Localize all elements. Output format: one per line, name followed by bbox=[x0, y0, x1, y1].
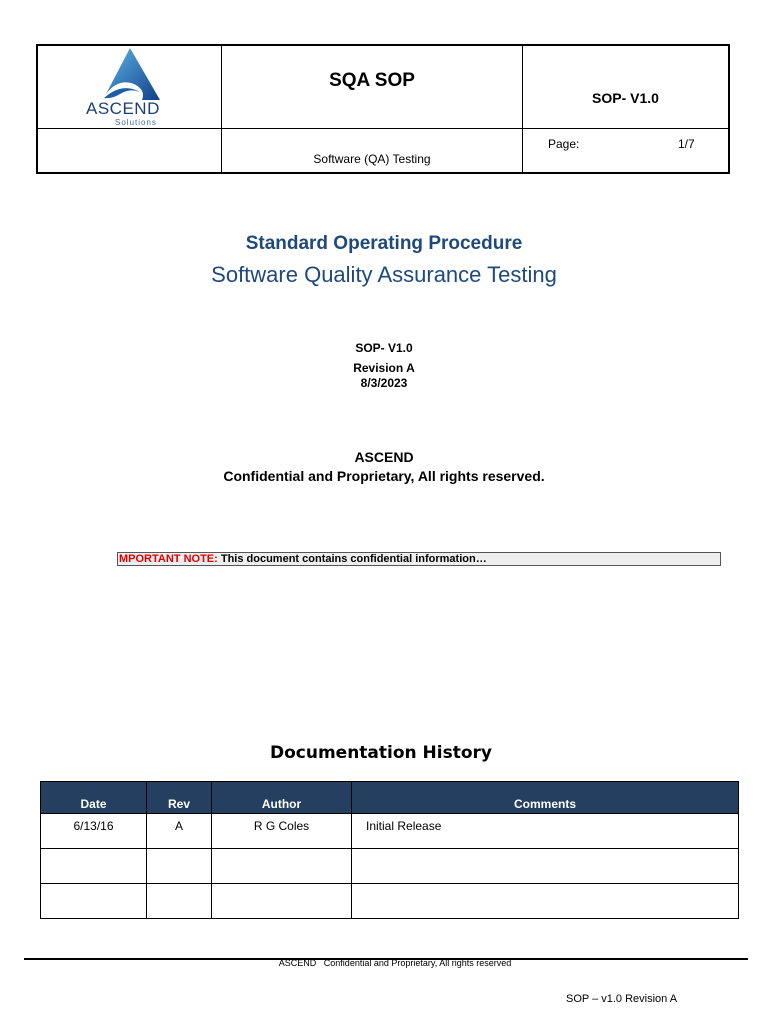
important-note-text: This document contains confidential information… bbox=[217, 553, 487, 565]
cell-rev bbox=[147, 884, 212, 919]
history-title: Documentation History bbox=[269, 743, 492, 763]
cell-rev bbox=[147, 849, 212, 884]
footer-rights: Confidential and Proprietary, All rights reserved bbox=[323, 958, 512, 968]
column-header-author: Author bbox=[212, 782, 352, 814]
cell-author bbox=[212, 849, 352, 884]
important-note-label: MPORTANT NOTE: bbox=[119, 553, 218, 565]
cell-rev: A bbox=[147, 814, 212, 849]
table-row bbox=[41, 849, 739, 884]
important-note bbox=[117, 552, 721, 566]
header-sop-version: SOP- V1.0 bbox=[592, 90, 659, 106]
cell-comments bbox=[352, 884, 739, 919]
history-header-row bbox=[41, 782, 739, 814]
cell-author: R G Coles bbox=[212, 814, 352, 849]
cell-author bbox=[212, 884, 352, 919]
header-divider bbox=[522, 46, 523, 172]
cell-comments bbox=[352, 849, 739, 884]
column-header-date: Date bbox=[41, 782, 147, 814]
table-row bbox=[41, 884, 739, 919]
history-table bbox=[40, 781, 739, 919]
column-header-rev: Rev bbox=[147, 782, 212, 814]
footer-confidential bbox=[0, 958, 768, 968]
cover-company: ASCEND bbox=[354, 449, 414, 465]
cover-date: 8/3/2023 bbox=[360, 376, 408, 390]
cover-heading: Standard Operating Procedure bbox=[245, 233, 523, 254]
page-number: 1/7 bbox=[678, 137, 695, 151]
table-row bbox=[41, 814, 739, 849]
cell-comments: Initial Release bbox=[352, 814, 739, 849]
cover-title: Software Quality Assurance Testing bbox=[211, 262, 557, 287]
cover-version: SOP- V1.0 bbox=[355, 341, 413, 355]
cover-revision: Revision A bbox=[353, 361, 415, 375]
page-label: Page: bbox=[548, 137, 580, 151]
header-title: SQA SOP bbox=[329, 70, 415, 91]
footer-revision: SOP – v1.0 Revision A bbox=[566, 993, 678, 1005]
cell-date bbox=[41, 884, 147, 919]
column-header-comments: Comments bbox=[352, 782, 739, 814]
logo-wordmark: ASCEND bbox=[86, 99, 160, 118]
logo-tagline: Solutions bbox=[115, 118, 157, 127]
cover-confidential: Confidential and Proprietary, All rights reserved. bbox=[223, 468, 545, 484]
cell-date: 6/13/16 bbox=[41, 814, 147, 849]
ascend-logo bbox=[38, 46, 222, 130]
document-header bbox=[36, 44, 730, 174]
footer-company: ASCEND bbox=[278, 958, 317, 968]
header-subtitle: Software (QA) Testing bbox=[313, 152, 431, 166]
cell-date bbox=[41, 849, 147, 884]
